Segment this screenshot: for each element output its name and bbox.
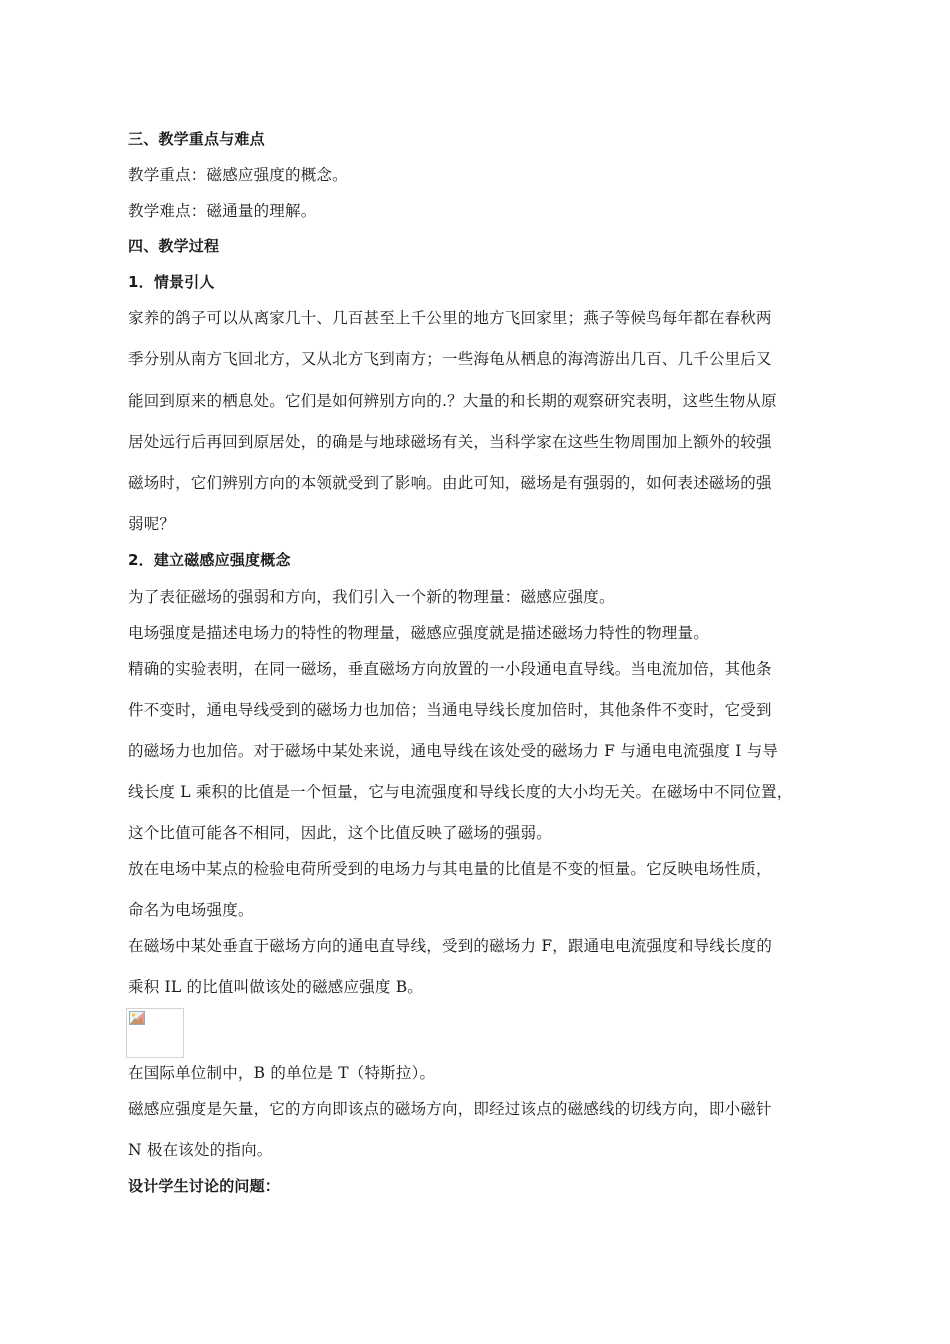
paragraph-line: 居处远行后再回到原居处，的确是与地球磁场有关，当科学家在这些生物周围加上额外的较强 xyxy=(128,433,772,451)
paragraph-line: 的磁场力也加倍。对于磁场中某处来说，通电导线在该处受的磁场力 F 与通电电流强度 I 与导 xyxy=(128,742,779,760)
discussion-heading: 设计学生讨论的问题： xyxy=(128,1177,281,1195)
key-point: 教学重点：磁感应强度的概念。 xyxy=(128,166,348,184)
sub2-heading: 2．建立磁感应强度概念 xyxy=(128,551,291,569)
section3-heading: 三、教学重点与难点 xyxy=(128,130,265,148)
paragraph-line: 为了表征磁场的强弱和方向，我们引入一个新的物理量：磁感应强度。 xyxy=(128,588,615,606)
paragraph-line: 磁场时，它们辨别方向的本领就受到了影响。由此可知，磁场是有强弱的，如何表述磁场的强 xyxy=(128,474,772,492)
paragraph-line: 能回到原来的栖息处。它们是如何辨别方向的.？大量的和长期的观察研究表明，这些生物从原 xyxy=(128,392,777,410)
broken-image-icon xyxy=(129,1011,145,1025)
paragraph-line: 乘积 IL 的比值叫做该处的磁感应强度 B。 xyxy=(128,978,423,996)
paragraph-line: 精确的实验表明，在同一磁场，垂直磁场方向放置的一小段通电直导线。当电流加倍，其他条 xyxy=(128,660,772,678)
paragraph-line: 命名为电场强度。 xyxy=(128,901,254,919)
paragraph-line: 在磁场中某处垂直于磁场方向的通电直导线，受到的磁场力 F，跟通电电流强度和导线长度的 xyxy=(128,937,773,955)
paragraph-line: 家养的鸽子可以从离家几十、几百甚至上千公里的地方飞回家里；燕子等候鸟每年都在春秋两 xyxy=(128,309,772,327)
paragraph-line: 件不变时，通电导线受到的磁场力也加倍；当通电导线长度加倍时，其他条件不变时，它受到 xyxy=(128,701,772,719)
section4-heading: 四、教学过程 xyxy=(128,237,220,255)
paragraph-line: 电场强度是描述电场力的特性的物理量，磁感应强度就是描述磁场力特性的物理量。 xyxy=(128,624,709,642)
sub1-heading: 1．情景引人 xyxy=(128,273,215,291)
difficulty: 教学难点：磁通量的理解。 xyxy=(128,202,317,220)
paragraph-line: 季分别从南方飞回北方，又从北方飞到南方；一些海龟从栖息的海湾游出几百、几千公里后又 xyxy=(128,350,772,368)
paragraph-line: 放在电场中某点的检验电荷所受到的电场力与其电量的比值是不变的恒量。它反映电场性质， xyxy=(128,860,772,878)
paragraph-line: 弱呢？ xyxy=(128,515,176,533)
paragraph-line: 线长度 L 乘积的比值是一个恒量，它与电流强度和导线长度的大小均无关。在磁场中不同位置， xyxy=(128,783,793,801)
paragraph-line: 在国际单位制中，B 的单位是 T（特斯拉）。 xyxy=(128,1064,436,1082)
paragraph-line: N 极在该处的指向。 xyxy=(128,1141,273,1159)
formula-image-placeholder xyxy=(126,1008,184,1058)
paragraph-line: 这个比值可能各不相同，因此，这个比值反映了磁场的强弱。 xyxy=(128,824,552,842)
paragraph-line: 磁感应强度是矢量，它的方向即该点的磁场方向，即经过该点的磁感线的切线方向，即小磁针 xyxy=(128,1100,772,1118)
